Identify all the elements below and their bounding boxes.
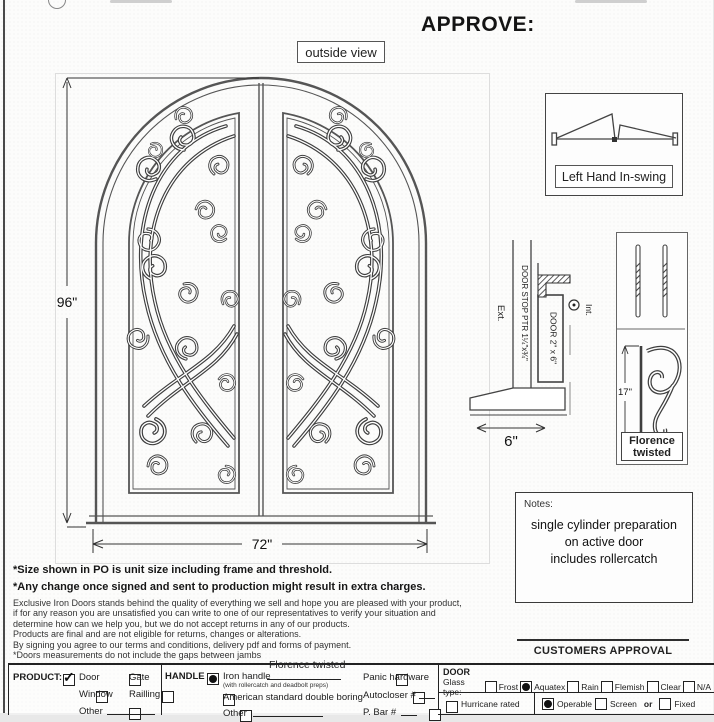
product-door-label: Door	[79, 672, 100, 683]
handle-other-label: Other	[223, 708, 247, 719]
glass-clear-label: Clear	[660, 682, 681, 692]
product-railing-label: Railling	[129, 689, 161, 700]
product-title: PRODUCT:	[13, 672, 63, 683]
disclaimer-bold-1: *Size shown in PO is unit size including frame and threshold.	[13, 564, 333, 576]
sill-width-label: 6"	[504, 433, 518, 450]
signature-line[interactable]	[517, 639, 689, 641]
disclaimer-bold-2: *Any change once signed and sent to production might result in extra charges.	[13, 581, 426, 593]
handle-iron-note: (with rollercatch and deadbolt preps)	[223, 682, 329, 689]
notes-text: single cylinder preparation on active door includes rollercatch	[531, 518, 677, 566]
screen-checkbox[interactable]	[595, 698, 607, 710]
hurricane-label: Hurricane rated	[461, 699, 520, 709]
swing-label: Left Hand In-swing	[555, 165, 673, 188]
door-elevation-panel	[55, 73, 490, 564]
pbar-label: P. Bar #	[363, 707, 397, 718]
exterior-label: Ext.	[495, 305, 506, 322]
right-leaf-scrollwork	[281, 105, 395, 483]
door-elevation-drawing	[56, 74, 489, 563]
fixed-label: Fixed	[674, 699, 696, 709]
product-other-label: Other	[79, 706, 103, 717]
width-dimension-label: 72"	[251, 536, 273, 552]
interior-label: Int.	[584, 304, 594, 316]
door-size-label: DOOR 2" x 6"	[548, 311, 559, 365]
door-stop-label: DOOR STOP PTR 1¼"x¾"	[520, 265, 529, 361]
operable-label: Operable	[557, 699, 592, 709]
accessory-name-label: Florence twisted	[621, 432, 683, 461]
product-window-label: Window	[79, 689, 113, 700]
door-row-divider	[438, 692, 714, 693]
door-title: DOOR	[443, 667, 470, 677]
glass-frost-label: Frost	[498, 682, 519, 692]
handle-iron-checkbox[interactable]	[207, 673, 219, 685]
handle-title: HANDLE	[165, 671, 205, 682]
door-options-section	[438, 665, 714, 715]
handle-iron-blank[interactable]	[267, 670, 341, 680]
cutoff-text-smudge	[575, 0, 647, 3]
handle-iron-label: Iron handle	[223, 671, 271, 682]
panic-hardware-label: Panic hardware	[363, 672, 430, 683]
swing-diagram-box	[545, 93, 683, 196]
height-dimension-label: 96"	[56, 294, 78, 310]
operable-checkbox[interactable]	[542, 698, 554, 710]
fixed-checkbox[interactable]	[659, 698, 671, 710]
handle-other-blank[interactable]	[253, 707, 323, 717]
handle-iron-value[interactable]: Florence twisted	[269, 659, 346, 671]
door-leaf-panels	[129, 113, 393, 493]
notes-box	[515, 492, 693, 603]
accessory-drawing	[617, 233, 685, 462]
accessory-height-label: 17"	[618, 387, 632, 398]
or-label: or	[643, 699, 653, 709]
autocloser-blank[interactable]	[419, 689, 435, 699]
operable-row	[542, 698, 695, 710]
product-section	[9, 665, 162, 715]
sill-dimension-lines	[477, 424, 545, 432]
glass-rain-label: Rain	[581, 682, 599, 692]
left-leaf-scrollwork	[127, 105, 241, 483]
glass-type-row	[443, 677, 711, 697]
customers-approval-label: CUSTOMERS APPROVAL	[533, 645, 673, 657]
glass-aquatex-label: Aquatex	[534, 682, 566, 692]
screen-label: Screen	[609, 699, 637, 709]
jamb-section-drawing	[462, 225, 610, 450]
door-frame	[86, 78, 436, 523]
hurricane-checkbox[interactable]	[446, 701, 458, 713]
disclaimer-block: *Size shown in PO is unit size including frame and threshold. *Any change once signed and sent to production might result in extra charges. Exclusive Iron Doors stands behind the quality of everything we sell and hope you are pleased with your product, if for any reason you are unsatisfied you can write to one of our representatives to verify your situation and determine how can we help you, but we do not accept returns in any of our products. Products are final and are not eligible for returns, changes or alterations. By signing you agree to our terms and conditions, delivery pdf and forms of payment. *Doors measurements do not include the gaps between jambs	[13, 564, 473, 660]
door-col-divider	[534, 692, 535, 715]
page-border-line	[3, 0, 5, 713]
order-form	[8, 659, 714, 719]
glass-type-label: Glass type:	[443, 677, 465, 697]
glass-flemish-label: Flemish	[614, 682, 645, 692]
product-door-checkbox[interactable]	[63, 674, 75, 686]
zbar-hatch	[538, 275, 570, 297]
logo-fragment-icon	[48, 0, 66, 9]
cutoff-text-smudge	[110, 0, 172, 3]
handle-section	[161, 659, 439, 719]
outside-view-label: outside view	[297, 41, 385, 63]
door-bottom-divider	[438, 714, 714, 715]
product-gate-label: Gate	[129, 672, 150, 683]
autocloser-label: Autocloser #	[363, 690, 416, 701]
pbar-blank[interactable]	[401, 706, 417, 716]
handle-american-label: American standard double boring	[223, 692, 363, 703]
accessory-detail-panel	[616, 232, 688, 465]
glass-na-label: N/A	[696, 682, 711, 692]
twisted-bars	[636, 245, 667, 317]
approve-heading: APPROVE:	[421, 13, 535, 36]
notes-title: Notes:	[524, 499, 553, 510]
swing-plan-drawing	[546, 94, 682, 164]
product-other-blank[interactable]	[107, 705, 155, 715]
florence-scroll	[641, 346, 680, 440]
